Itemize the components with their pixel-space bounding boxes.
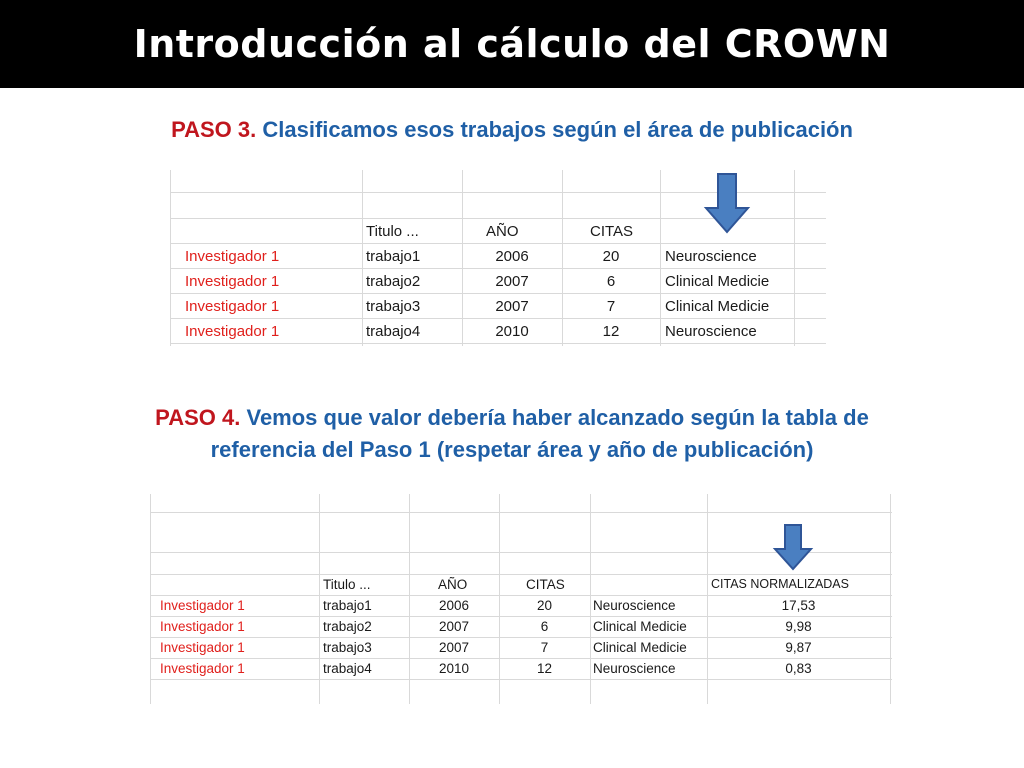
step3-heading [0, 114, 1024, 146]
table-row-area: Neuroscience [665, 323, 757, 340]
table-row-work: trabajo3 [366, 298, 421, 315]
table-row-investigator: Investigador 1 [185, 298, 280, 315]
table-row-cites: 12 [536, 661, 553, 676]
table-row-area: Clinical Medicie [593, 640, 687, 655]
table-row-investigator: Investigador 1 [185, 273, 280, 290]
table-row-cites: 6 [540, 619, 549, 634]
table-row-area: Clinical Medicie [593, 619, 687, 634]
header-normalized: CITAS NORMALIZADAS [711, 577, 849, 591]
table-row-cites: 20 [602, 248, 620, 265]
table-row-area: Neuroscience [593, 598, 676, 613]
down-arrow-icon [703, 172, 751, 234]
table-row-year: 2010 [438, 661, 470, 676]
table-row-cites: 7 [606, 298, 616, 315]
step4-label: PASO 4. [155, 405, 241, 430]
header-year: AÑO [438, 577, 468, 592]
header-cites: CITAS [526, 577, 565, 592]
header-year: AÑO [486, 223, 519, 240]
table-row-work: trabajo4 [366, 323, 421, 340]
slide-title: Introducción al cálculo del CROWN [133, 22, 891, 66]
table-row-normalized: 9,98 [785, 619, 812, 634]
table-row-cites: 20 [536, 598, 553, 613]
table-row-year: 2007 [438, 640, 470, 655]
step4-text-line1: Vemos que valor debería haber alcanzado según la tabla de [246, 405, 869, 430]
table-row-normalized: 9,87 [785, 640, 812, 655]
header-title: Titulo ... [323, 577, 371, 592]
step3-text: Clasificamos esos trabajos según el área de publicación [262, 117, 853, 142]
table-row-year: 2007 [495, 298, 529, 315]
table-row-investigator: Investigador 1 [160, 640, 245, 655]
title-bar [0, 0, 1024, 88]
table-row-normalized: 17,53 [781, 598, 816, 613]
table-row-cites: 12 [602, 323, 620, 340]
table-row-work: trabajo3 [323, 640, 372, 655]
spreadsheet-table-1 [170, 170, 826, 346]
step4-heading [0, 402, 1024, 466]
step3-label: PASO 3. [171, 117, 257, 142]
step4-text-line2: referencia del Paso 1 (respetar área y año de publicación) [210, 437, 814, 462]
table-row-investigator: Investigador 1 [185, 248, 280, 265]
table-row-work: trabajo2 [323, 619, 372, 634]
table-row-area: Neuroscience [665, 248, 757, 265]
table-row-area: Clinical Medicie [665, 298, 770, 315]
table-row-work: trabajo1 [323, 598, 372, 613]
table-row-cites: 6 [606, 273, 616, 290]
table-row-year: 2006 [495, 248, 529, 265]
table-row-investigator: Investigador 1 [185, 323, 280, 340]
table-row-work: trabajo1 [366, 248, 421, 265]
table-row-year: 2007 [438, 619, 470, 634]
table-row-area: Clinical Medicie [665, 273, 770, 290]
table-row-area: Neuroscience [593, 661, 676, 676]
table-row-investigator: Investigador 1 [160, 661, 245, 676]
table-row-work: trabajo4 [323, 661, 372, 676]
table-row-cites: 7 [540, 640, 549, 655]
table-row-investigator: Investigador 1 [160, 619, 245, 634]
table-row-investigator: Investigador 1 [160, 598, 245, 613]
table-row-year: 2010 [495, 323, 529, 340]
spreadsheet-table-2 [150, 494, 892, 704]
header-cites: CITAS [590, 223, 634, 240]
table-row-normalized: 0,83 [785, 661, 812, 676]
table-row-year: 2007 [495, 273, 529, 290]
table-row-year: 2006 [438, 598, 470, 613]
header-title: Titulo ... [366, 223, 419, 240]
table-row-work: trabajo2 [366, 273, 421, 290]
down-arrow-icon [772, 523, 814, 571]
